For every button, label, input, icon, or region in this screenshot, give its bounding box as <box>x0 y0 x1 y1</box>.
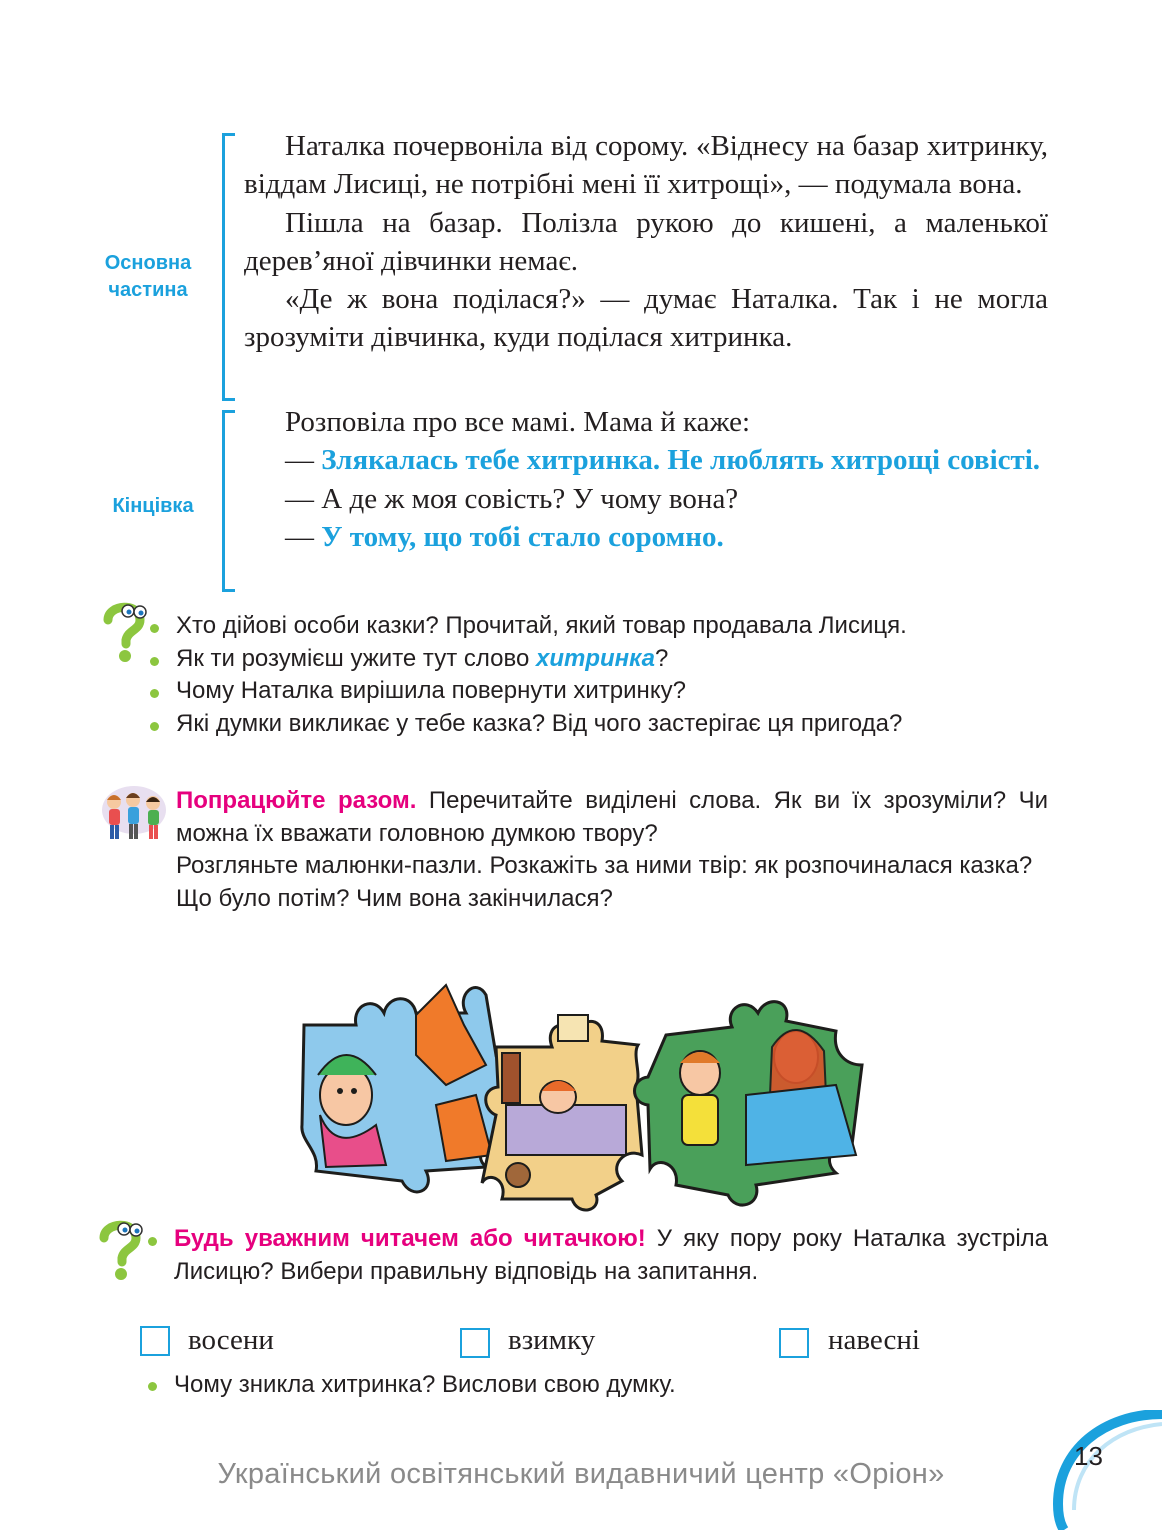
story-ending <box>244 403 1048 556</box>
puzzle-piece-bedroom <box>482 1015 642 1210</box>
bullet-icon <box>150 722 159 731</box>
question-item: Чому Наталка вирішила повернути хитринку? <box>176 677 686 704</box>
answer-label-winter: взимку <box>508 1324 596 1356</box>
dialogue-dash: — <box>285 444 322 477</box>
attentive-reader-block <box>174 1223 1048 1288</box>
highlighted-moral: Злякалась тебе хитринка. Не люблять хитрощі совісті. <box>321 444 1041 477</box>
margin-label-main-line1: Основна <box>104 252 192 274</box>
story-paragraph: Розповіла про все мамі. Мама й каже: <box>285 406 751 438</box>
highlighted-moral: У тому, що тобі стало соромно. <box>321 520 724 553</box>
bracket-main-part <box>222 133 235 401</box>
story-paragraph: Пішла на базар. Полізла рукою до кишені, а маленької дерев’яної дівчинки немає. <box>244 206 1048 277</box>
story-paragraph: Наталка почервоніла від сорому. «Віднесу на базар хитринку, віддам Лисиці, не потрібні мені її хитрощі», — подумала вона. <box>244 130 1048 201</box>
question-mascot-icon <box>100 600 152 664</box>
bullet-icon <box>150 624 159 633</box>
bracket-ending <box>222 410 235 592</box>
work-together-paragraph: Розгляньте малюнки-пазли. Розкажіть за ними твір: як розпочиналася казка? <box>176 852 1033 879</box>
bullet-icon <box>150 689 159 698</box>
question-item: Які думки викликає у тебе казка? Від чого застерігає ця пригода? <box>176 709 903 737</box>
bullet-icon <box>148 1382 157 1391</box>
work-together-block <box>176 785 1048 915</box>
margin-label-main-line2: частина <box>108 279 188 301</box>
answer-label-autumn: восени <box>188 1324 274 1356</box>
publisher-footer: Український освітянський видавничий центр «Оріон» <box>217 1458 945 1490</box>
work-together-heading: Попрацюйте разом. <box>176 787 417 814</box>
work-together-paragraph: Що було потім? Чим вона закінчилася? <box>176 884 613 912</box>
bullet-icon <box>148 1237 157 1246</box>
attentive-reader-paragraph: Будь уважним читачем або читачкою! У яку пору року Наталка зустріла Лисицю? Вибери правильну відповідь на запитання. <box>174 1225 1048 1285</box>
answer-checkbox-spring[interactable] <box>779 1328 809 1358</box>
attentive-reader-heading: Будь уважним читачем або читачкою! <box>174 1225 646 1252</box>
question-item: Як ти розумієш ужите тут слово хитринка? <box>176 644 669 672</box>
puzzle-illustration <box>296 955 868 1217</box>
story-paragraph: «Де ж вона поділася?» — думає Наталка. Так і не могла зрозуміти дівчинка, куди поділася хитринка. <box>244 283 1048 354</box>
margin-label-main-part <box>92 250 204 304</box>
question-item: Хто дійові особи казки? Прочитай, який товар продавала Лисиця. <box>176 612 907 639</box>
answer-checkbox-winter[interactable] <box>460 1328 490 1358</box>
dialogue-dash: — <box>285 520 322 553</box>
highlighted-word: хитринка <box>535 644 655 672</box>
story-main-part <box>244 127 1048 357</box>
answer-label-spring: навесні <box>828 1324 920 1356</box>
questions-block <box>176 610 1048 740</box>
story-paragraph <box>244 441 1048 479</box>
margin-label-ending: Кінцівка <box>112 495 194 517</box>
work-together-paragraph: Попрацюйте разом. Перечитайте виділені слова. Як ви їх зрозуміли? Чи можна їх вважати головною думкою твору? <box>176 787 1048 847</box>
story-paragraph <box>244 518 1048 556</box>
bullet-icon <box>150 657 159 666</box>
last-question: Чому зникла хитринка? Вислови свою думку. <box>174 1371 676 1398</box>
kids-group-icon <box>100 784 168 846</box>
question-mascot-icon <box>96 1218 148 1282</box>
page-corner-arc-icon <box>1044 1410 1162 1530</box>
answer-checkbox-autumn[interactable] <box>140 1326 170 1356</box>
page-number: 13 <box>1074 1441 1103 1471</box>
puzzle-piece-mother <box>635 1002 863 1205</box>
story-paragraph: — А де ж моя совість? У чому вона? <box>285 482 739 515</box>
